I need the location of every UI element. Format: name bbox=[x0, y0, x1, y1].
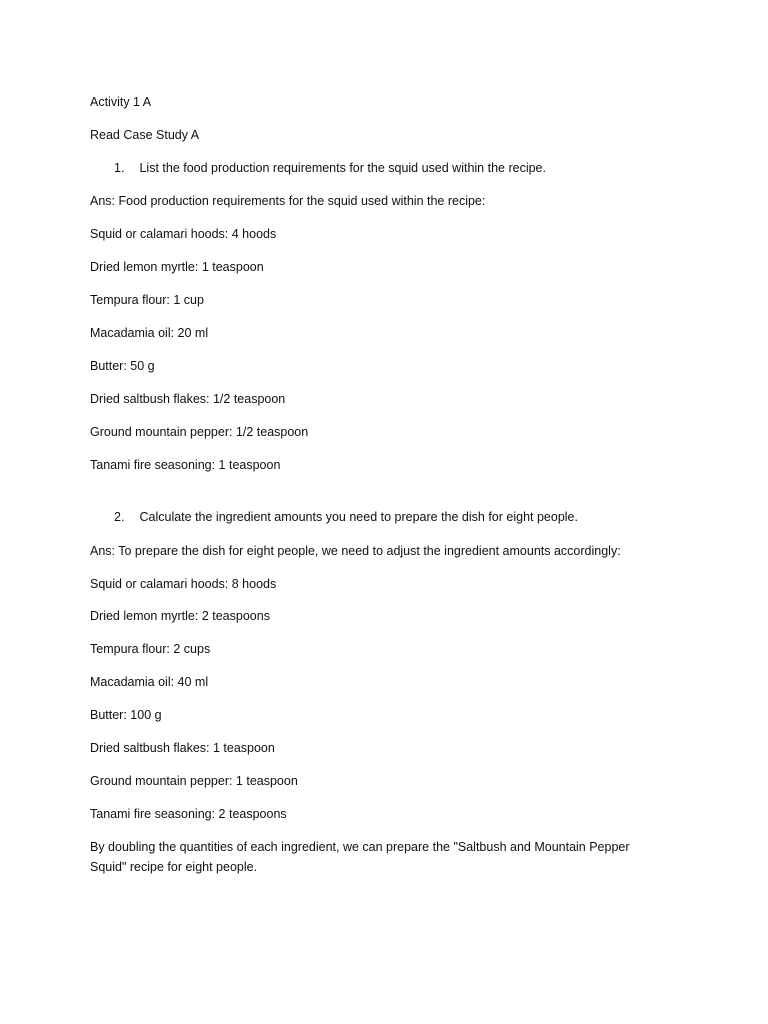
list-item: Tanami fire seasoning: 2 teaspoons bbox=[90, 807, 287, 821]
list-item: Tempura flour: 1 cup bbox=[90, 293, 204, 307]
list-item: Squid or calamari hoods: 4 hoods bbox=[90, 227, 277, 241]
list-item: Macadamia oil: 20 ml bbox=[90, 326, 209, 340]
activity-title: Activity 1 A bbox=[90, 95, 152, 109]
list-item: Dried lemon myrtle: 2 teaspoons bbox=[90, 609, 270, 623]
list-item: Butter: 50 g bbox=[90, 359, 155, 373]
question-text: Calculate the ingredient amounts you need to prepare the dish for eight people. bbox=[139, 510, 578, 524]
question-number: 1. bbox=[114, 161, 125, 175]
list-item: Macadamia oil: 40 ml bbox=[90, 675, 209, 689]
answer-1-intro: Ans: Food production requirements for the squid used within the recipe: bbox=[90, 194, 486, 208]
case-study-heading: Read Case Study A bbox=[90, 128, 200, 142]
list-item: Tempura flour: 2 cups bbox=[90, 642, 211, 656]
list-item: Dried saltbush flakes: 1/2 teaspoon bbox=[90, 392, 286, 406]
answer-2-intro: Ans: To prepare the dish for eight people, we need to adjust the ingredient amounts accordingly: bbox=[90, 544, 621, 558]
list-item: Tanami fire seasoning: 1 teaspoon bbox=[90, 458, 281, 472]
list-item: Dried saltbush flakes: 1 teaspoon bbox=[90, 741, 275, 755]
conclusion-paragraph: By doubling the quantities of each ingredient, we can prepare the "Saltbush and Mountain Pepper Squid" recipe for eight people. bbox=[90, 840, 630, 874]
question-text: List the food production requirements for the squid used within the recipe. bbox=[139, 161, 546, 175]
question-number: 2. bbox=[114, 510, 125, 524]
document-page bbox=[90, 0, 690, 1024]
question-1 bbox=[114, 160, 546, 176]
list-item: Dried lemon myrtle: 1 teaspoon bbox=[90, 260, 264, 274]
list-item: Ground mountain pepper: 1/2 teaspoon bbox=[90, 425, 309, 439]
question-2 bbox=[114, 509, 578, 525]
list-item: Butter: 100 g bbox=[90, 708, 162, 722]
list-item: Ground mountain pepper: 1 teaspoon bbox=[90, 774, 298, 788]
list-item: Squid or calamari hoods: 8 hoods bbox=[90, 577, 277, 591]
